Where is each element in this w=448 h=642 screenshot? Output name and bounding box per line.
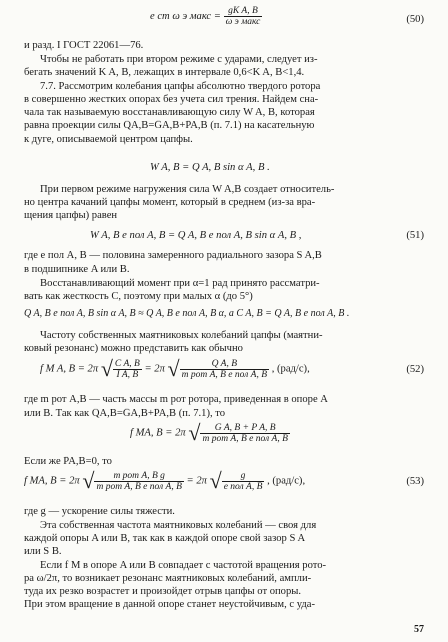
- text-line: Если же P̄A,B=0, то: [24, 456, 112, 467]
- text-line: но центра качаний цапфы момент, который в среднем (из-за вра-: [24, 197, 316, 208]
- page-number: 57: [414, 624, 424, 635]
- text-line: или S B.: [24, 546, 62, 557]
- equation-w: W A, B = Q A, B sin α A, B .: [150, 162, 270, 173]
- text-line: При первом режиме нагружения сила W A,B создает относитель-: [40, 184, 335, 195]
- text-line: Эта собственная частота маятниковых колебаний — своя для: [40, 520, 317, 531]
- equation-number-52: (52): [406, 364, 424, 375]
- text-line: вать как жесткость C, поэтому при малых α (до 5°): [24, 291, 253, 302]
- equation-51: W A, B e пол A, B = Q A, B e пол A, B sin α A, B ,: [90, 230, 302, 241]
- text-line: где e пол A, B — половина замеренного радиального зазора S A,B: [24, 250, 322, 261]
- text-line: бегать значений K A, B, лежащих в интервале 0,6<K A, B<1,4.: [24, 67, 305, 78]
- equation-f: f MA, B = 2π √ $\frac{\text{G A, B + P A, B}}{\text{m рот A, B e пол A, B}}$: [130, 420, 288, 445]
- text-line: в подшипнике A или B.: [24, 264, 130, 275]
- text-line: туда их резко возрастет и произойдет отрыв цапфы от опоры.: [24, 586, 302, 597]
- equation-53: f MA, B = 2π √ $\frac{\text{m рот A, B g}}{\text{m рот A, B e пол A, B}}$ = 2π √ $\frac{g}{\text{e пол A, B}}$ , (рад/с),: [24, 468, 306, 493]
- text-line: в совершенно жестких опорах без учета сил трения. Найдем сна-: [24, 94, 319, 105]
- text-line: Если f M в опоре A или B совпадает с частотой вращения рото-: [40, 560, 327, 571]
- text-line: где m рот A,B — часть массы m рот ротора, приведенная в опоре A: [24, 394, 328, 405]
- equation-50: e ст ω э макс = $\frac{\text{gK A, B}}{\text{ω э макс}}$: [150, 6, 261, 27]
- text-line: к дуге, описываемой центром цапфы.: [24, 134, 193, 145]
- text-line: ковый резонанс) можно представить как обычно: [24, 343, 243, 354]
- text-line: 7.7. Рассмотрим колебания цапфы абсолютно твердого ротора: [40, 81, 321, 92]
- equation-q: Q A, B e пол A, B sin α A, B ≈ Q A, B e пол A, B α, а C A, B = Q A, B e пол A, B .: [24, 308, 350, 319]
- equation-52: f M A, B = 2π √ $\frac{\text{C A, B}}{\text{I A, B}}$ = 2π √ $\frac{\text{Q A, B}}{\text{m рот A, B e пол A, B}}$ , (рад/с),: [40, 356, 310, 381]
- text-line: Чтобы не работать при втором режиме с ударами, следует из-: [40, 54, 318, 65]
- text-line: чала так называемую восстанавливающую силу W A, B, которая: [24, 107, 315, 118]
- text-line: равна проекции силы Q̄A,B=ḠA,B+P̄A,B (п. 7.1) на касательную: [24, 120, 315, 131]
- text-line: где g — ускорение силы тяжести.: [24, 506, 175, 517]
- equation-number-51: (51): [406, 230, 424, 241]
- equation-number-50: (50): [406, 14, 424, 25]
- text-line: или B. Так как Q̄A,B=ḠA,B+P̄A,B (п. 7.1), то: [24, 408, 226, 419]
- text-line: щения цапфы) равен: [24, 210, 118, 221]
- text-line: Частоту собственных маятниковых колебаний цапфы (маятни-: [40, 330, 323, 341]
- text-line: каждой опоры A или B, так как в каждой опоре свой зазор S A: [24, 533, 306, 544]
- text-line: ра ω/2π, то возникает резонанс маятниковых колебаний, ампли-: [24, 573, 312, 584]
- text-line: При этом вращение в данной опоре станет неустойчивым, с уда-: [24, 599, 315, 610]
- equation-number-53: (53): [406, 476, 424, 487]
- text-line: и разд. I ГОСТ 22061—76.: [24, 40, 144, 51]
- text-line: Восстанавливающий момент при α=1 рад принято рассматри-: [40, 278, 320, 289]
